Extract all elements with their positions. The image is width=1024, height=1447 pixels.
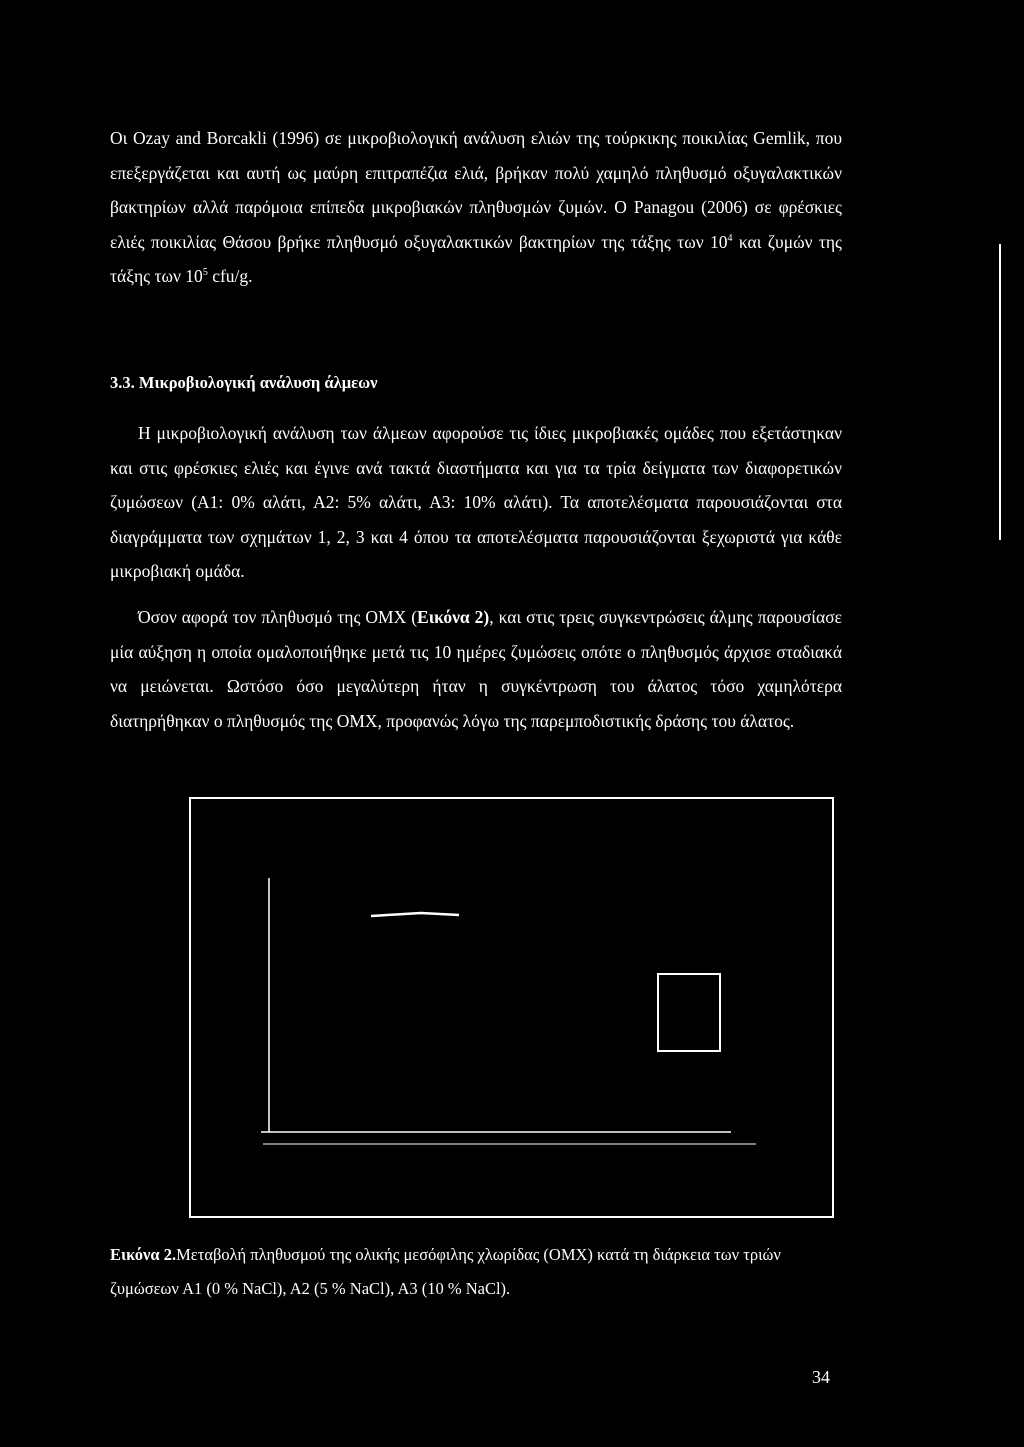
paragraph-1-text-b: και ζυμών της τάξης των 10 (110, 231, 842, 286)
page-number: 34 (812, 1367, 830, 1387)
paragraph-2-text: Η μικροβιολογική ανάλυση των άλμεων αφορούσε τις ίδιες μικροβιακές ομάδες που εξετάστηκαν και στις φρέσκιες ελιές και έγινε ανά τακτά διαστήματα και για τα τρία δείγματα των διαφορετικών ζυμώσεων (Α1: 0% αλάτι, Α2: 5% αλάτι, Α3: 10% αλάτι). Τα αποτελέσματα παρουσιάζονται στα διαγράμματα των σχημάτων 1, 2, 3 και 4 όπου τα αποτελέσματα παρουσιάζονται ξεχωριστά για κάθε μικροβιακή ομάδα. (110, 423, 842, 581)
paragraph-3-text-a: Όσον αφορά τον πληθυσμό της ΟΜΧ ( (138, 607, 418, 627)
figure-caption (110, 1238, 842, 1306)
caption-label: Εικόνα 2. (110, 1245, 177, 1264)
figure-data-stroke (371, 913, 459, 916)
caption-text: Μεταβολή πληθυσμού της ολικής μεσόφιλης χλωρίδας (ΟΜΧ) κατά τη διάρκεια των τριών ζυμώσεων Α1 (0 % NaCl), Α2 (5 % NaCl), Α3 (10 % NaCl). (110, 1245, 781, 1298)
margin-rule (999, 244, 1001, 540)
paragraph-1 (110, 121, 842, 294)
paragraph-1-text-c: cfu/g. (207, 266, 253, 286)
figure-legend-box (658, 974, 720, 1051)
paragraph-3 (110, 600, 842, 738)
paragraph-2 (110, 416, 842, 589)
paragraph-1-text-a: Οι Ozay and Borcakli (1996) σε μικροβιολογική ανάλυση ελιών της τούρκικης ποικιλίας Gemlik, που επεξεργάζεται και αυτή ως μαύρη επιτραπέζια ελιά, βρήκαν πολύ χαμηλό πληθυσμό οξυγαλακτικών βακτηρίων αλλά παρόμοια επίπεδα μικροβιακών πληθυσμών ζυμών. Ο Panagou (2006) σε φρέσκιες ελιές ποικιλίας Θάσου βρήκε πληθυσμό οξυγαλακτικών βακτηρίων της τάξης των 10 (110, 128, 842, 252)
figure-graphic (191, 799, 836, 1220)
figure-reference: Εικόνα 2) (417, 607, 490, 627)
superscript-exponent-4: 4 (727, 232, 733, 244)
paragraph-3-text-b: , και στις τρεις συγκεντρώσεις άλμης παρουσίασε μία αύξηση η οποία ομαλοποιήθηκε μετά τις 10 ημέρες ζυμώσεις οπότε ο πληθυσμός άρχισε σταδιακά να μειώνεται. Ωστόσο όσο μεγαλύτερη ήταν η συγκέντρωση του άλατος τόσο χαμηλότερα διατηρήθηκαν ο πληθυσμός της ΟΜΧ, προφανώς λόγω της παρεμποδιστικής δράσης του άλατος. (110, 607, 842, 731)
section-heading: 3.3. Μικροβιολογική ανάλυση άλμεων (110, 373, 378, 392)
superscript-exponent-5: 5 (202, 267, 208, 279)
figure-frame (189, 797, 834, 1218)
